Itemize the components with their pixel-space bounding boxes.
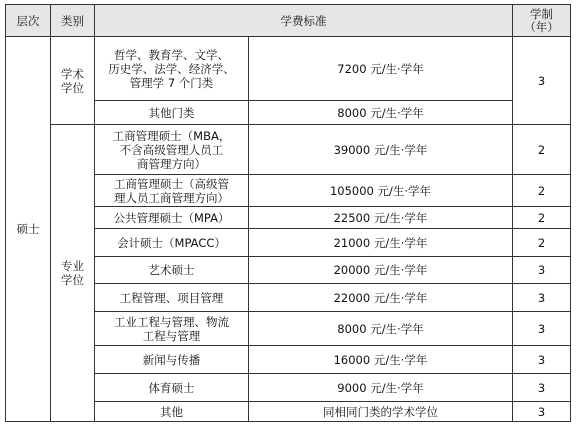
table-header-row [6, 5, 571, 37]
program-name: 体育硕士 [95, 374, 249, 402]
fee-cell: 22000 元/生·学年 [249, 284, 513, 312]
category-academic-line1: 学术 [61, 66, 84, 81]
program-name: 会计硕士（MPACC） [95, 229, 249, 257]
program-name [95, 125, 249, 175]
years-cell: 2 [513, 175, 571, 207]
years-cell: 3 [513, 312, 571, 346]
level-cell: 硕士 [6, 37, 51, 422]
fee-cell: 7200 元/生·学年 [249, 37, 513, 101]
fee-cell: 21000 元/生·学年 [249, 229, 513, 257]
tuition-table [5, 4, 571, 422]
program-name: 艺术硕士 [95, 257, 249, 284]
program-name: 工程管理、项目管理 [95, 284, 249, 312]
program-name-line: 工业工程与管理、物流 [114, 314, 229, 329]
program-name-line: 工程与管理 [142, 328, 201, 343]
program-name-line: 工商管理硕士（MBA， [112, 128, 231, 143]
program-name [95, 37, 249, 101]
years-cell: 3 [513, 284, 571, 312]
years-cell: 2 [513, 125, 571, 175]
category-professional-line2: 学位 [61, 273, 84, 287]
program-name: 其他 [95, 402, 249, 422]
fee-cell: 105000 元/生·学年 [249, 175, 513, 207]
program-name-line: 哲学、教育学、文学、 [114, 47, 229, 62]
fee-cell: 9000 元/生·学年 [249, 374, 513, 402]
category-academic [51, 37, 95, 125]
years-cell: 2 [513, 229, 571, 257]
header-duration-line2: （年） [524, 19, 559, 34]
program-name: 新闻与传播 [95, 346, 249, 374]
years-cell: 3 [513, 257, 571, 284]
fee-cell: 22500 元/生·学年 [249, 207, 513, 229]
category-professional-line1: 专业 [61, 259, 84, 273]
years-cell: 3 [513, 374, 571, 402]
years-cell: 3 [513, 346, 571, 374]
fee-cell: 8000 元/生·学年 [249, 101, 513, 125]
program-name-line: 工商管理硕士（高级管 [114, 176, 229, 191]
program-name [95, 175, 249, 207]
program-name: 其他门类 [95, 101, 249, 125]
category-professional [51, 125, 95, 422]
header-level: 层次 [6, 5, 51, 37]
category-academic-line2: 学位 [61, 80, 84, 95]
fee-cell: 16000 元/生·学年 [249, 346, 513, 374]
header-duration-line1: 学制 [530, 6, 553, 21]
header-duration [513, 5, 571, 37]
years-cell: 3 [513, 402, 571, 422]
header-category: 类别 [51, 5, 95, 37]
fee-cell: 同相同门类的学术学位 [249, 402, 513, 422]
program-name-line: 理人员工商管理方向） [114, 190, 229, 205]
table-row [6, 125, 571, 175]
fee-cell: 20000 元/生·学年 [249, 257, 513, 284]
years-cell: 3 [513, 37, 571, 125]
program-name: 公共管理硕士（MPA） [95, 207, 249, 229]
program-name-line: 历史学、法学、经济学、 [108, 61, 235, 76]
program-name-line: 不含高级管理人员工 [119, 142, 224, 157]
fee-cell: 39000 元/生·学年 [249, 125, 513, 175]
program-name-line: 管理学 7 个门类 [129, 75, 214, 90]
fee-cell: 8000 元/生·学年 [249, 312, 513, 346]
table-row [6, 37, 571, 101]
header-tuition: 学费标准 [95, 5, 513, 37]
program-name-line: 商管理方向） [137, 156, 206, 171]
program-name [95, 312, 249, 346]
years-cell: 2 [513, 207, 571, 229]
